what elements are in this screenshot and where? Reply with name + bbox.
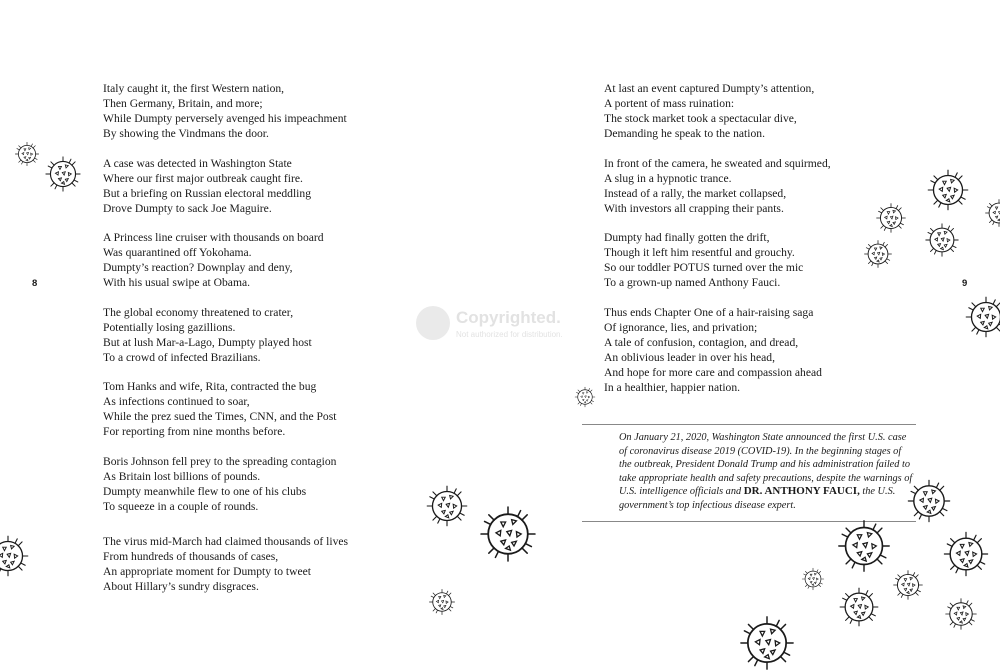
copyright-watermark (416, 304, 616, 348)
poem-line: Dumpty meanwhile flew to one of his clubs (103, 484, 307, 498)
watermark-subtitle: Not authorized for distribution. (456, 330, 563, 339)
poem-line: Italy caught it, the first Western nation, (103, 82, 285, 95)
virus-icon (801, 567, 825, 591)
poem-line: By showing the Vindmans the door. (103, 127, 269, 140)
left-poem (103, 81, 348, 609)
poem-line: And hope for more care and compassion ahead (604, 365, 822, 379)
poem-line: A portent of mass ruination: (604, 97, 735, 110)
poem-line: From hundreds of thousands of cases, (103, 549, 279, 563)
stanza (103, 379, 348, 439)
watermark-title: Copyrighted. (456, 308, 561, 327)
note-text-before: On January 21, 2020, Washington State announced the first U.S. case of coronavirus disease 2019 (COVID-19). In the beginning stages of the outbreak, President Donald Trump and his administration failed to take appropriate health and safety precautions, despite the warnings of U.S. intelligence officials and (619, 432, 913, 498)
stanza (103, 305, 348, 365)
note-text (619, 431, 916, 513)
virus-icon (964, 295, 1000, 339)
stanza (103, 454, 348, 514)
stanza (103, 534, 348, 594)
stanza (604, 156, 831, 216)
poem-line: Dumpty’s reaction? Downplay and deny, (103, 261, 293, 275)
virus-icon (574, 386, 596, 408)
poem-line: Was quarantined off Yokohama. (103, 246, 252, 260)
poem-line: But at lush Mar-a-Lago, Dumpty played host (103, 335, 312, 349)
page-number-right: 9 (962, 278, 968, 289)
poem-line: Thus ends Chapter One of a hair-raising saga (604, 305, 814, 319)
poem-line: About Hillary’s sundry disgraces. (103, 579, 259, 593)
poem-line: Potentially losing gazillions. (103, 320, 236, 334)
virus-icon (984, 198, 1000, 228)
historical-note (582, 424, 916, 522)
stanza (103, 230, 348, 290)
virus-icon (892, 569, 924, 601)
virus-icon (0, 534, 30, 578)
virus-icon (478, 504, 538, 564)
poem-line: An oblivious leader in over his head, (604, 350, 775, 364)
poem-line: A Princess line cruiser with thousands on board (103, 231, 324, 245)
stanza (103, 81, 348, 141)
poem-line: A case was detected in Washington State (103, 156, 292, 170)
virus-icon (926, 168, 970, 212)
stanza (604, 81, 831, 141)
poem-line: So our toddler POTUS turned over the mic (604, 261, 804, 275)
poem-line: The stock market took a spectacular dive, (604, 112, 797, 125)
page-number-left: 8 (32, 278, 38, 289)
poem-line: An appropriate moment for Dumpty to tweet (103, 564, 311, 578)
poem-line: For reporting from nine months before. (103, 425, 286, 439)
virus-icon (425, 484, 469, 528)
note-name: DR. ANTHONY FAUCI, (743, 485, 860, 498)
poem-line: To a crowd of infected Brazilians. (103, 350, 261, 364)
virus-icon (44, 155, 82, 193)
poem-line: Where our first major outbreak caught fire. (103, 171, 303, 185)
virus-icon (838, 586, 880, 628)
poem-line: Boris Johnson fell prey to the spreading contagion (103, 454, 337, 468)
poem-line: With his usual swipe at Obama. (103, 276, 251, 290)
poem-line: But a briefing on Russian electoral meddling (103, 186, 311, 200)
poem-line: The virus mid-March had claimed thousands of lives (103, 534, 349, 548)
virus-icon (924, 222, 960, 258)
stanza (604, 305, 831, 395)
virus-icon (863, 239, 893, 269)
watermark-badge-icon (416, 306, 450, 340)
right-poem (604, 81, 831, 409)
virus-icon (836, 518, 892, 574)
poem-line: Tom Hanks and wife, Rita, contracted the bug (103, 380, 317, 394)
virus-icon (944, 597, 978, 631)
poem-line: A slug in a hypnotic trance. (604, 171, 732, 185)
poem-line: The global economy threatened to crater, (103, 305, 294, 319)
poem-line: While Dumpty perversely avenged his impeachment (103, 112, 347, 125)
virus-icon (906, 478, 952, 524)
poem-line: To squeeze in a couple of rounds. (103, 499, 259, 513)
poem-line: As Britain lost billions of pounds. (103, 469, 261, 483)
poem-line: Drove Dumpty to sack Joe Maguire. (103, 201, 272, 215)
virus-icon (738, 614, 796, 672)
poem-line: At last an event captured Dumpty’s attention, (604, 82, 815, 95)
virus-icon (428, 588, 456, 616)
stanza (604, 230, 831, 290)
poem-line: In a healthier, happier nation. (604, 380, 741, 394)
poem-line: Dumpty had finally gotten the drift, (604, 231, 770, 245)
poem-line: While the prez sued the Times, CNN, and the Post (103, 410, 337, 424)
note-text-after: the U.S. government’s top infectious disease expert. (619, 486, 896, 511)
poem-line: Though it left him resentful and grouchy. (604, 246, 795, 260)
virus-icon (14, 141, 40, 167)
poem-line: Instead of a rally, the market collapsed, (604, 186, 787, 200)
poem-line: As infections continued to soar, (103, 395, 250, 409)
poem-line: In front of the camera, he sweated and squirmed, (604, 156, 831, 170)
virus-icon (942, 530, 990, 578)
poem-line: A tale of confusion, contagion, and dread, (604, 335, 799, 349)
virus-icon (875, 202, 907, 234)
poem-line: Demanding he speak to the nation. (604, 127, 765, 140)
poem-line: With investors all crapping their pants. (604, 201, 784, 215)
stanza (103, 156, 348, 216)
poem-line: Then Germany, Britain, and more; (103, 97, 263, 110)
poem-line: To a grown-up named Anthony Fauci. (604, 276, 781, 290)
poem-line: Of ignorance, lies, and privation; (604, 320, 758, 334)
